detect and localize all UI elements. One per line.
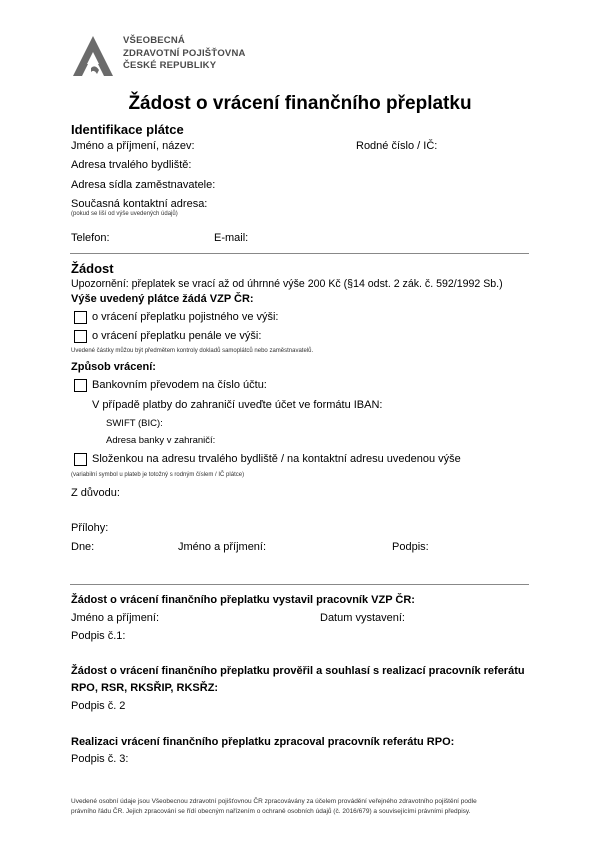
foreign-bank-address-label: Adresa banky v zahraničí:: [106, 435, 216, 446]
verified-heading-line-2: RPO, RSR, RKSŘIP, RKSŘZ:: [71, 682, 219, 694]
birth-number-label: Rodné číslo / IČ:: [356, 140, 438, 152]
vzp-logo-icon: [71, 34, 115, 78]
divider-1: [70, 253, 529, 254]
page-title: Žádost o vrácení finančního přeplatku: [128, 93, 472, 114]
privacy-footer: [71, 797, 477, 817]
logo-line-3: ČESKÉ REPUBLIKY: [123, 60, 217, 71]
signature-label: Podpis:: [392, 541, 429, 553]
swift-label: SWIFT (BIC):: [106, 418, 163, 429]
penalty-overpayment-label: o vrácení přeplatku penále ve výši:: [92, 330, 262, 342]
postal-order-label: Složenkou na adresu trvalého bydliště / na kontaktní adresu uvedenou výše: [92, 453, 461, 465]
email-label: E-mail:: [214, 232, 249, 244]
attachments-label: Přílohy:: [71, 522, 109, 534]
verified-heading-line-1: Žádost o vrácení finančního přeplatku prověřil a souhlasí s realizací pracovník referátu: [71, 665, 525, 677]
phone-label: Telefon:: [71, 232, 110, 244]
refund-method-label: Způsob vrácení:: [71, 361, 156, 373]
insurance-overpayment-label: o vrácení přeplatku pojistného ve výši:: [92, 311, 279, 323]
privacy-footer-line-1: Uvedené osobní údaje jsou Všeobecnou zdravotní pojišťovnou ČR zpracovávány za účelem provádění veřejného zdravotního pojištění podle: [71, 798, 477, 805]
logo-text: [123, 35, 246, 73]
penalty-overpayment-checkbox[interactable]: [74, 330, 87, 343]
date-label: Dne:: [71, 541, 95, 553]
contact-address-label: Současná kontaktní adresa:: [71, 198, 208, 210]
permanent-address-label: Adresa trvalého bydliště:: [71, 159, 192, 171]
identification-heading: Identifikace plátce: [71, 122, 184, 137]
applicant-name-label: Jméno a příjmení:: [178, 541, 267, 553]
signature-1-label: Podpis č.1:: [71, 630, 126, 642]
signature-2-label: Podpis č. 2: [71, 700, 126, 712]
request-heading: Žádost: [71, 261, 114, 276]
bank-transfer-label: Bankovním převodem na číslo účtu:: [92, 379, 267, 391]
postal-order-checkbox[interactable]: [74, 453, 87, 466]
logo-line-2: ZDRAVOTNÍ POJIŠŤOVNA: [123, 47, 246, 59]
processed-heading: Realizaci vrácení finančního přeplatku zpracoval pracovník referátu RPO:: [71, 736, 455, 748]
bank-transfer-checkbox[interactable]: [74, 379, 87, 392]
reason-label: Z důvodu:: [71, 487, 120, 499]
issued-name-label: Jméno a příjmení:: [71, 612, 160, 624]
logo-line-1: VŠEOBECNÁ: [123, 35, 185, 46]
name-label: Jméno a příjmení, název:: [71, 140, 195, 152]
insurance-overpayment-checkbox[interactable]: [74, 311, 87, 324]
contact-address-note: (pokud se liší od výše uvedených údajů): [71, 211, 178, 217]
overpayment-notice: Upozornění: přeplatek se vrací až od úhrnné výše 200 Kč (§14 odst. 2 zák. č. 592/1992 Sb.): [71, 278, 503, 290]
issued-by-heading: Žádost o vrácení finančního přeplatku vystavil pracovník VZP ČR:: [71, 594, 415, 606]
privacy-footer-line-2: právního řádu ČR. Jejich zpracování se řídí obecným nařízením o ochraně osobních údajů (č. 2016/679) a souvisejícími právními předpisy.: [71, 808, 471, 815]
variable-symbol-note: (variabilní symbol u plateb je totožný s rodným číslem / IČ plátce): [71, 472, 245, 478]
employer-address-label: Adresa sídla zaměstnavatele:: [71, 179, 216, 191]
payer-asks-label: Výše uvedený plátce žádá VZP ČR:: [71, 293, 254, 305]
issued-date-label: Datum vystavení:: [320, 612, 405, 624]
control-note: Uvedené částky můžou být předmětem kontroly dokladů samoplátců nebo zaměstnavatelů.: [71, 348, 314, 354]
iban-note: V případě platby do zahraničí uveďte účet ve formátu IBAN:: [92, 399, 383, 411]
divider-2: [70, 584, 529, 585]
signature-3-label: Podpis č. 3:: [71, 753, 129, 765]
